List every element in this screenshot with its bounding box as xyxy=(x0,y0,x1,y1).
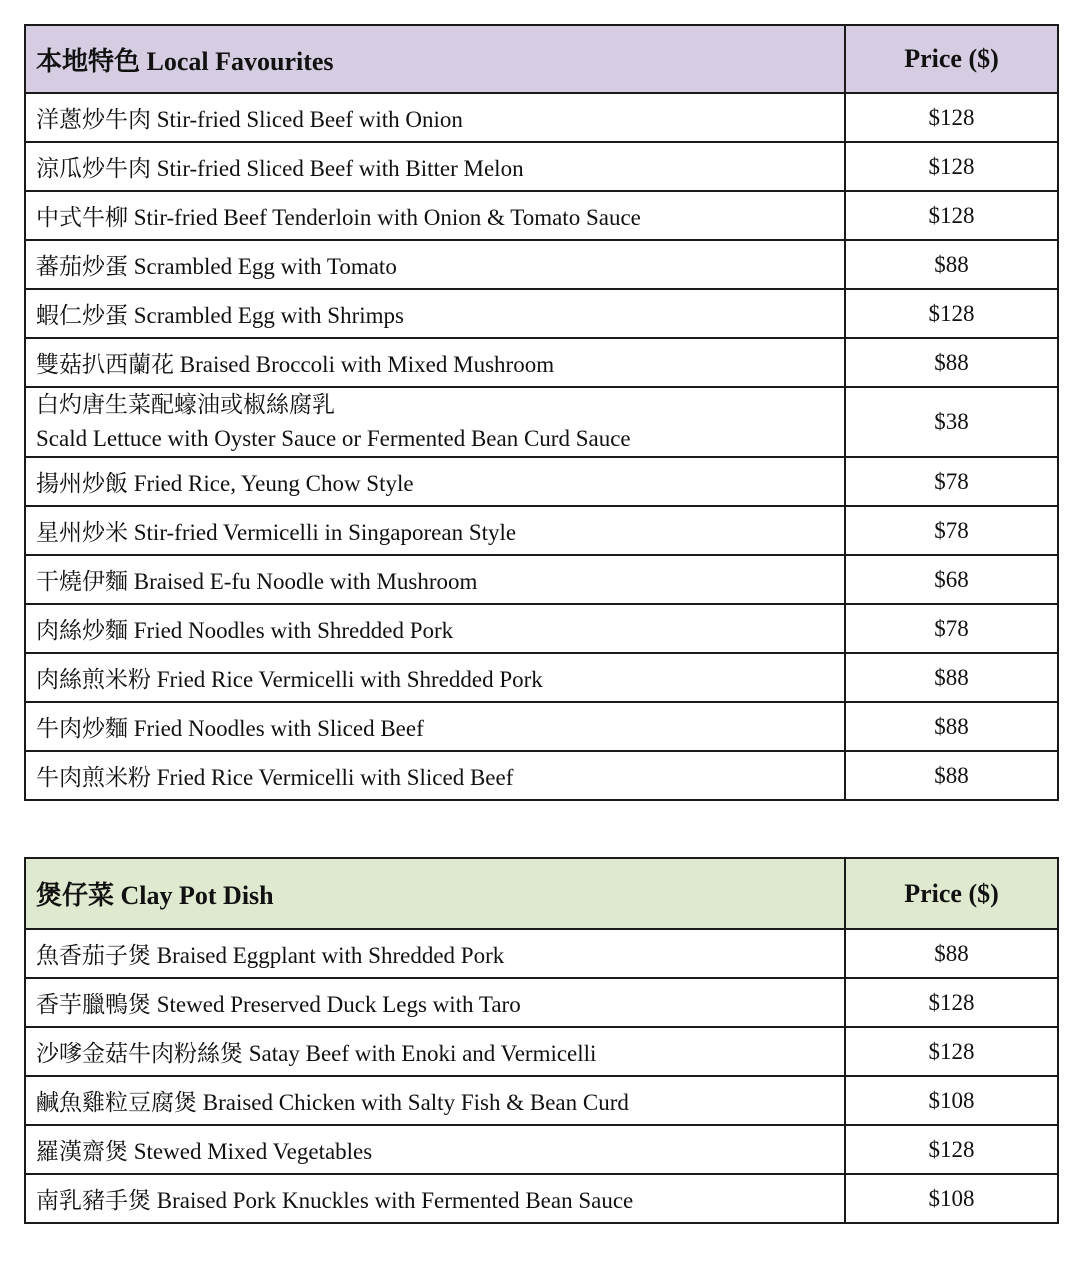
dish-price: $38 xyxy=(845,387,1058,457)
dish-name: 肉絲煎米粉 Fried Rice Vermicelli with Shredded Pork xyxy=(25,653,845,702)
table-row xyxy=(25,1027,1058,1076)
dish-price: $128 xyxy=(845,1027,1058,1076)
dish-name: 鹹魚雞粒豆腐煲 Braised Chicken with Salty Fish & Bean Curd xyxy=(25,1076,845,1125)
dish-price: $128 xyxy=(845,93,1058,142)
table-row xyxy=(25,1174,1058,1223)
section-title: 煲仔菜 Clay Pot Dish xyxy=(25,858,845,929)
dish-name: 魚香茄子煲 Braised Eggplant with Shredded Pork xyxy=(25,929,845,978)
clay-pot-dish-table xyxy=(24,857,1059,1224)
dish-name-en: Scald Lettuce with Oyster Sauce or Fermented Bean Curd Sauce xyxy=(36,426,631,451)
dish-name: 南乳豬手煲 Braised Pork Knuckles with Fermented Bean Sauce xyxy=(25,1174,845,1223)
dish-name: 牛肉炒麵 Fried Noodles with Sliced Beef xyxy=(25,702,845,751)
table-row xyxy=(25,457,1058,506)
table-row xyxy=(25,191,1058,240)
dish-name: 蕃茄炒蛋 Scrambled Egg with Tomato xyxy=(25,240,845,289)
table-row xyxy=(25,289,1058,338)
table-row xyxy=(25,1076,1058,1125)
table-row xyxy=(25,555,1058,604)
dish-name-zh: 白灼唐生菜配蠔油或椒絲腐乳 xyxy=(36,392,335,417)
dish-price: $78 xyxy=(845,457,1058,506)
table-row xyxy=(25,929,1058,978)
dish-name: 涼瓜炒牛肉 Stir-fried Sliced Beef with Bitter Melon xyxy=(25,142,845,191)
dish-price: $68 xyxy=(845,555,1058,604)
dish-price: $88 xyxy=(845,338,1058,387)
dish-name: 香芋臘鴨煲 Stewed Preserved Duck Legs with Taro xyxy=(25,978,845,1027)
dish-name: 干燒伊麵 Braised E-fu Noodle with Mushroom xyxy=(25,555,845,604)
dish-price: $128 xyxy=(845,1125,1058,1174)
table-header xyxy=(25,858,1058,929)
dish-price: $88 xyxy=(845,240,1058,289)
dish-name: 羅漢齋煲 Stewed Mixed Vegetables xyxy=(25,1125,845,1174)
dish-name: 星州炒米 Stir-fried Vermicelli in Singaporean Style xyxy=(25,506,845,555)
dish-name: 雙菇扒西蘭花 Braised Broccoli with Mixed Mushroom xyxy=(25,338,845,387)
table-row xyxy=(25,702,1058,751)
table-row xyxy=(25,506,1058,555)
table-row xyxy=(25,653,1058,702)
section-title: 本地特色 Local Favourites xyxy=(25,25,845,93)
table-row xyxy=(25,978,1058,1027)
dish-name: 沙嗲金菇牛肉粉絲煲 Satay Beef with Enoki and Vermicelli xyxy=(25,1027,845,1076)
table-row xyxy=(25,338,1058,387)
dish-price: $88 xyxy=(845,751,1058,800)
dish-price: $128 xyxy=(845,289,1058,338)
dish-name xyxy=(25,387,845,457)
dish-name: 蝦仁炒蛋 Scrambled Egg with Shrimps xyxy=(25,289,845,338)
table-row xyxy=(25,93,1058,142)
price-header: Price ($) xyxy=(845,25,1058,93)
local-favourites-table xyxy=(24,24,1059,801)
price-header: Price ($) xyxy=(845,858,1058,929)
dish-price: $108 xyxy=(845,1076,1058,1125)
table-row xyxy=(25,604,1058,653)
table-row xyxy=(25,751,1058,800)
dish-price: $128 xyxy=(845,142,1058,191)
table-row xyxy=(25,240,1058,289)
dish-price: $88 xyxy=(845,702,1058,751)
dish-price: $78 xyxy=(845,506,1058,555)
table-row xyxy=(25,387,1058,457)
dish-name: 揚州炒飯 Fried Rice, Yeung Chow Style xyxy=(25,457,845,506)
table-row xyxy=(25,1125,1058,1174)
dish-name: 牛肉煎米粉 Fried Rice Vermicelli with Sliced Beef xyxy=(25,751,845,800)
table-row xyxy=(25,142,1058,191)
dish-name: 洋蔥炒牛肉 Stir-fried Sliced Beef with Onion xyxy=(25,93,845,142)
table-header xyxy=(25,25,1058,93)
dish-price: $88 xyxy=(845,653,1058,702)
dish-price: $78 xyxy=(845,604,1058,653)
dish-price: $108 xyxy=(845,1174,1058,1223)
dish-price: $88 xyxy=(845,929,1058,978)
dish-price: $128 xyxy=(845,978,1058,1027)
dish-name: 肉絲炒麵 Fried Noodles with Shredded Pork xyxy=(25,604,845,653)
dish-name: 中式牛柳 Stir-fried Beef Tenderloin with Onion & Tomato Sauce xyxy=(25,191,845,240)
dish-price: $128 xyxy=(845,191,1058,240)
